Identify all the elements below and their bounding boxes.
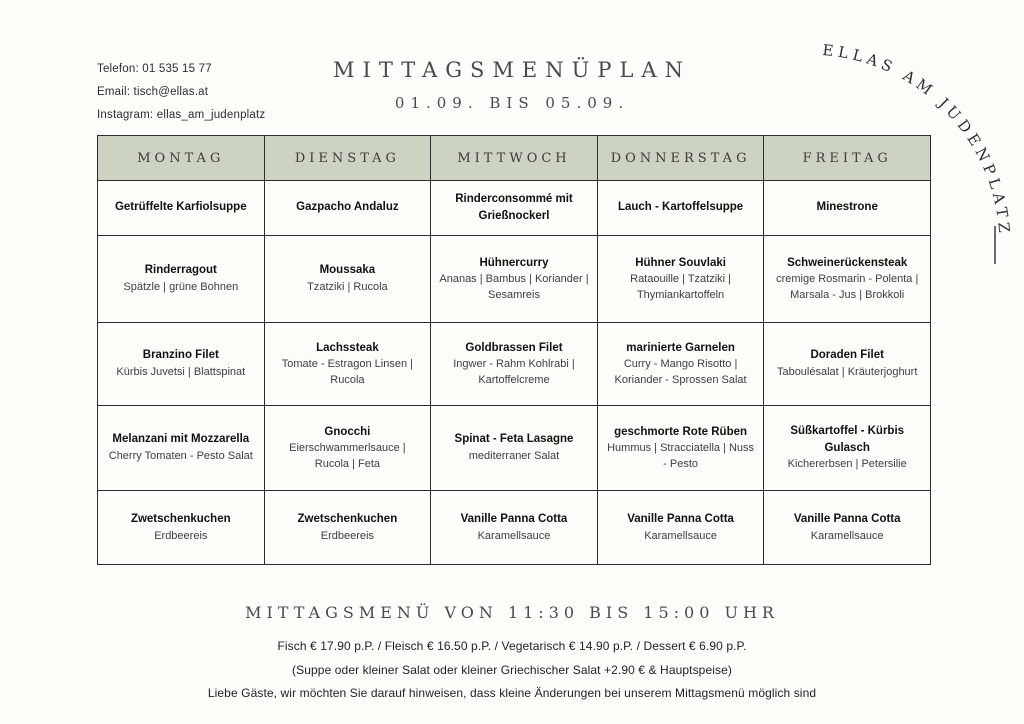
dish-title: Branzino Filet [142,349,219,362]
menu-cell [431,236,598,323]
dish-desc: Rataouille | Tzatziki | Thymiankartoffeln [630,273,732,301]
dish-desc: Hummus | Stracciatella | Nuss - Pesto [607,442,755,470]
dish-title: Rinderragout [144,264,217,277]
dish-desc: Spätzle | grüne Bohnen [123,281,239,294]
menu-cell [431,406,598,491]
menu-cell [264,323,431,406]
menu-row-soup [98,181,931,236]
menu-cell [431,181,598,236]
day-header-freitag: FREITAG [764,136,931,181]
dish-title: Süßkartoffel - Kürbis Gulasch [790,425,905,454]
logo-arc-text: ELLAS AM JUDENPLATZ [821,40,1014,238]
dish-title: marinierte Garnelen [626,341,735,354]
dish-desc: Karamellsauce [644,529,717,542]
contact-phone: Telefon: 01 535 15 77 [97,63,212,75]
price-line: Fisch € 17.90 p.P. / Fleisch € 16.50 p.P. / Vegetarisch € 14.90 p.P. / Dessert € 6.90 p.P. [277,639,747,653]
menu-cell [264,236,431,323]
menu-cell [98,236,265,323]
day-header-mittwoch: MITTWOCH [431,136,598,181]
opening-hours: MITTAGSMENÜ VON 11:30 BIS 15:00 UHR [245,603,779,622]
dish-title: Hühnercurry [479,256,549,269]
weekly-menu-table [97,135,931,565]
menu-cell [264,181,431,236]
menu-cell [264,406,431,491]
dish-desc: Tzatziki | Rucola [307,281,388,294]
menu-cell [98,491,265,565]
menu-cell [431,491,598,565]
dish-title: Melanzani mit Mozzarella [112,433,250,446]
dish-desc: cremige Rosmarin - Polenta | Marsala - Jus | Brokkoli [776,273,919,301]
dish-title: Lauch - Kartoffelsuppe [617,201,744,214]
dish-title: Goldbrassen Filet [465,341,563,354]
combo-line: (Suppe oder kleiner Salat oder kleiner Griechischer Salat +2.90 € & Hauptspeise) [292,662,732,677]
dish-desc: Eierschwammerlsauce | Rucola | Feta [289,442,406,470]
day-header-montag: MONTAG [98,136,265,181]
menu-cell [597,406,764,491]
menu-cell [597,323,764,406]
dish-title: geschmorte Rote Rüben [614,425,748,438]
menu-cell [764,181,931,236]
dish-title: Vanille Panna Cotta [460,512,568,525]
dish-title: Zwetschenkuchen [130,512,231,525]
day-header-dienstag: DIENSTAG [264,136,431,181]
menu-cell [431,323,598,406]
menu-cell [98,323,265,406]
dish-title: Spinat - Feta Lasagne [454,433,574,446]
dish-title: Minestrone [816,201,878,214]
dish-desc: Tomate - Estragon Linsen | Rucola [281,358,414,386]
dish-desc: Erdbeereis [320,529,374,542]
dish-title: Schweinerückensteak [787,256,908,269]
menu-row-vegetarian [98,406,931,491]
dish-desc: Erdbeereis [154,529,208,542]
dish-title: Gnocchi [324,425,371,438]
contact-instagram: Instagram: ellas_am_judenplatz [97,109,266,121]
dish-desc: Kürbis Juvetsi | Blattspinat [116,366,246,379]
day-header-row [98,136,931,181]
dish-title: Doraden Filet [810,349,884,362]
dish-title: Lachssteak [316,341,379,354]
dish-desc: Karamellsauce [810,529,884,542]
menu-row-main-fish [98,323,931,406]
menu-cell [597,491,764,565]
menu-cell [764,236,931,323]
dish-title: Hühner Souvlaki [635,256,726,269]
dish-title: Moussaka [319,264,376,277]
menu-row-dessert [98,491,931,565]
dish-title: Zwetschenkuchen [297,512,398,525]
menu-cell [597,236,764,323]
dish-title: Vanille Panna Cotta [793,512,901,525]
date-range: 01.09. BIS 05.09. [394,94,630,112]
dish-desc: Ingwer - Rahm Kohlrabi | Kartoffelcreme [453,358,575,386]
footer-block [0,603,1024,710]
dish-title: Vanille Panna Cotta [627,512,734,525]
day-header-donnerstag: DONNERSTAG [597,136,764,181]
dish-desc: Kichererbsen | Petersilie [787,458,907,471]
menu-cell [764,406,931,491]
dish-desc: Taboulésalat | Kräuterjoghurt [776,366,918,379]
menu-cell [764,491,931,565]
menu-cell [764,323,931,406]
menu-row-main-meat [98,236,931,323]
dish-title: Rinderconsommé mit Grießnockerl [455,192,573,222]
dish-desc: Curry - Mango Risotto | Koriander - Sprossen Salat [614,358,747,386]
title-block [0,58,1024,112]
menu-cell [98,181,265,236]
dish-desc: Cherry Tomaten - Pesto Salat [108,450,253,463]
dish-title: Getrüffelte Karfiolsuppe [114,201,247,214]
dish-desc: Ananas | Bambus | Koriander | Sesamreis [439,273,589,301]
menu-cell [98,406,265,491]
page-title: MITTAGSMENÜPLAN [333,58,691,82]
dish-desc: Karamellsauce [477,529,551,542]
dish-desc: mediterraner Salat [468,450,560,463]
menu-cell [597,181,764,236]
menu-cell [264,491,431,565]
note-line: Liebe Gäste, wir möchten Sie darauf hinweisen, dass kleine Änderungen bei unserem Mittagsmenü möglich sind [207,686,817,700]
dish-title: Gazpacho Andaluz [296,201,399,214]
contact-email: Email: tisch@ellas.at [97,86,209,98]
